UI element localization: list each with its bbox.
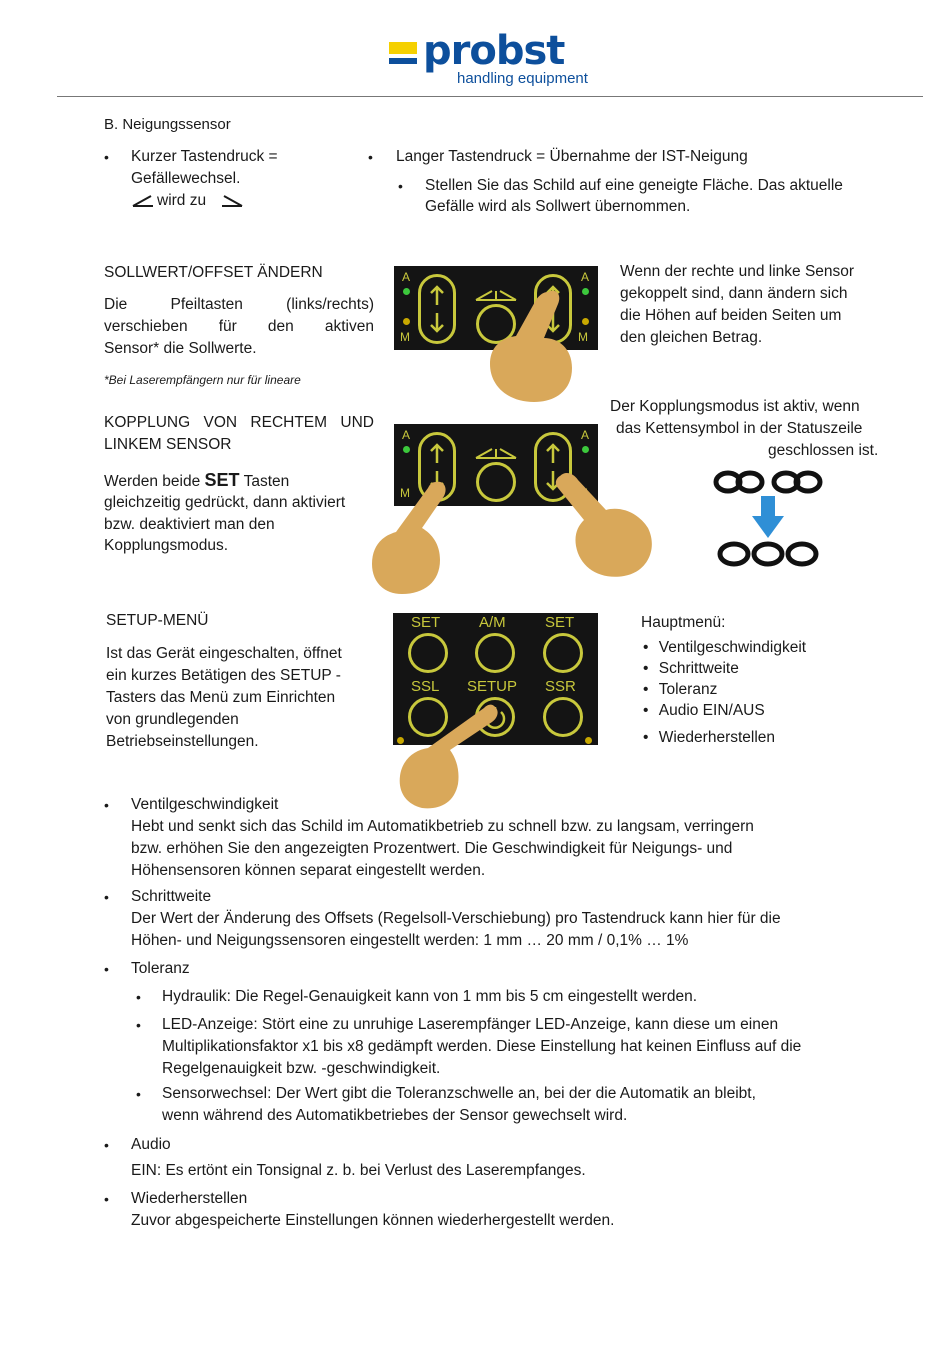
main-menu-list: [643, 637, 806, 748]
bullet-icon: •: [104, 1191, 109, 1207]
slope-right-icon: [220, 193, 244, 209]
manual-label: M: [400, 486, 410, 500]
short-press-title: Kurzer Tastendruck =: [131, 148, 278, 165]
brand-tagline: handling equipment: [457, 70, 588, 87]
bullet-icon: •: [104, 149, 109, 165]
set-left-label: SET: [411, 614, 441, 631]
set-keyword: SET: [204, 470, 240, 490]
setup-text-2: ein kurzes Betätigen des SETUP -: [106, 667, 341, 684]
schritt-title: Schrittweite: [131, 888, 212, 905]
led-icon: [582, 446, 589, 453]
kopplung-text-4: Kopplungsmodus.: [104, 537, 229, 554]
bullet-icon: •: [104, 797, 109, 813]
kopplung-side-text-2: das Kettensymbol in der Statuszeile: [616, 420, 863, 437]
kopplung-heading: KOPPLUNG VON RECHTEM UND: [104, 414, 374, 431]
audio-title: Audio: [131, 1136, 171, 1153]
main-menu-item: • Ventilgeschwindigkeit: [643, 639, 807, 656]
section-title: B. Neigungssensor: [104, 116, 231, 133]
bullet-icon: •: [104, 889, 109, 905]
setup-label: SETUP: [467, 678, 518, 695]
center-button[interactable]: [476, 462, 516, 502]
setup-text-3: Tasters das Menü zum Einrichten: [106, 689, 336, 706]
chain-coupling-icon: [710, 466, 826, 572]
toleranz-hydraulik: Hydraulik: Die Regel-Genauigkeit kann von 1 mm bis 5 cm eingestellt werden.: [162, 988, 697, 1005]
led-icon: [582, 318, 589, 325]
kopplung-text-pre: Werden beide: [104, 473, 201, 490]
toleranz-led-2: Multiplikationsfaktor x1 bis x8 gedämpft werden. Diese Einstellung hat keinen Einfluss auf die: [162, 1038, 802, 1055]
am-button[interactable]: [475, 633, 515, 673]
bullet-icon: •: [136, 989, 141, 1005]
main-menu-item: • Schrittweite: [643, 660, 739, 677]
short-press-text-2: wird zu: [157, 192, 207, 209]
header-divider: [57, 96, 923, 97]
slope-left-icon: [131, 193, 155, 209]
long-press-text: Stellen Sie das Schild auf eine geneigte Fläche. Das aktuelle: [425, 177, 843, 194]
set-right-button[interactable]: [543, 633, 583, 673]
wieder-title: Wiederherstellen: [131, 1190, 248, 1207]
logo-yellow-bar: [389, 42, 417, 54]
bullet-icon: •: [368, 149, 373, 165]
auto-label-right: A: [581, 270, 590, 284]
bullet-icon: •: [136, 1086, 141, 1102]
ventil-text-2: bzw. erhöhen Sie den angezeigten Prozentwert. Die Geschwindigkeit für Neigungs- und: [131, 840, 733, 857]
kopplung-text-3: bzw. deaktiviert man den: [104, 516, 275, 533]
set-right-label: SET: [545, 614, 575, 631]
led-icon: [403, 446, 410, 453]
setup-text-4: von grundlegenden: [106, 711, 239, 728]
sollwert-text-2: verschieben für den aktiven: [104, 318, 374, 335]
ventil-title: Ventilgeschwindigkeit: [131, 796, 279, 813]
toleranz-sensor: Sensorwechsel: Der Wert gibt die Toleranzschwelle an, bei der die Automatik an bleibt,: [162, 1085, 756, 1102]
set-left-button[interactable]: [408, 633, 448, 673]
bullet-icon: •: [104, 961, 109, 977]
led-icon: [403, 288, 410, 295]
kopplung-text: [104, 469, 289, 493]
setup-text: Ist das Gerät eingeschalten, öffnet: [106, 645, 342, 662]
ssr-button[interactable]: [543, 697, 583, 737]
pointing-hand-right-icon: [554, 470, 656, 580]
sollwert-side-text: Wenn der rechte und linke Sensor: [620, 263, 855, 280]
brand-name: probst: [423, 28, 565, 74]
kopplung-side-text: Der Kopplungsmodus ist aktiv, wenn: [610, 398, 860, 415]
setup-text-5: Betriebseinstellungen.: [106, 733, 259, 750]
pointing-hand-setup-icon: [398, 700, 502, 810]
bullet-icon: •: [104, 1137, 109, 1153]
pointing-hand-left-icon: [370, 478, 450, 598]
main-menu-item: • Toleranz: [643, 681, 718, 698]
ssl-label: SSL: [411, 678, 440, 695]
ventil-text: Hebt und senkt sich das Schild im Automatikbetrieb zu schnell bzw. zu langsam, verringern: [131, 818, 754, 835]
manual-label-right: M: [578, 330, 588, 344]
led-icon: [403, 318, 410, 325]
sollwert-text-3: Sensor* die Sollwerte.: [104, 340, 257, 357]
left-arrow-key[interactable]: [418, 274, 456, 344]
sollwert-text: Die Pfeiltasten (links/rechts): [104, 296, 374, 313]
sollwert-footnote: *Bei Laserempfängern nur für lineare: [104, 373, 301, 387]
schritt-text-2: Höhen- und Neigungssensoren eingestellt werden: 1 mm … 20 mm / 0,1% … 1%: [131, 932, 689, 949]
auto-label: A: [402, 428, 411, 442]
main-menu-item: • Audio EIN/AUS: [643, 702, 765, 719]
short-press-text: Gefällewechsel.: [131, 170, 241, 187]
setup-heading: SETUP-MENÜ: [106, 612, 209, 629]
auto-label-right: A: [581, 428, 590, 442]
auto-label: A: [402, 270, 411, 284]
brand-logo: [389, 28, 599, 96]
sollwert-side-text-3: die Höhen auf beiden Seiten um: [620, 307, 842, 324]
main-menu-title: Hauptmenü:: [641, 614, 726, 631]
toleranz-led-3: Regelgenauigkeit bzw. -geschwindigkeit.: [162, 1060, 441, 1077]
toleranz-title: Toleranz: [131, 960, 190, 977]
slope-arrows-icon: [474, 446, 518, 460]
kopplung-text-2: gleichzeitig gedrückt, dann aktiviert: [104, 494, 346, 511]
manual-label: M: [400, 330, 410, 344]
bullet-icon: •: [136, 1017, 141, 1033]
sollwert-heading: SOLLWERT/OFFSET ÄNDERN: [104, 264, 323, 281]
wieder-text: Zuvor abgespeicherte Einstellungen können wiederhergestellt werden.: [131, 1212, 615, 1229]
kopplung-text-post: Tasten: [243, 473, 290, 490]
long-press-title: Langer Tastendruck = Übernahme der IST-Neigung: [396, 148, 748, 165]
schritt-text: Der Wert der Änderung des Offsets (Regelsoll-Verschiebung) pro Tastendruck kann hier für die: [131, 910, 781, 927]
sollwert-side-text-4: den gleichen Betrag.: [620, 329, 763, 346]
toleranz-sensor-2: wenn während des Automatikbetriebes der Sensor gewechselt wird.: [162, 1107, 628, 1124]
bullet-icon: •: [398, 178, 403, 194]
ssr-label: SSR: [545, 678, 576, 695]
logo-blue-bar: [389, 58, 417, 64]
kopplung-side-text-3: geschlossen ist.: [768, 442, 879, 459]
led-icon: [585, 737, 592, 744]
led-icon: [582, 288, 589, 295]
am-label: A/M: [479, 614, 506, 631]
kopplung-heading-2: LINKEM SENSOR: [104, 436, 232, 453]
audio-text: EIN: Es ertönt ein Tonsignal z. b. bei Verlust des Laserempfanges.: [131, 1162, 586, 1179]
sollwert-side-text-2: gekoppelt sind, dann ändern sich: [620, 285, 848, 302]
ventil-text-3: Höhensensoren können separat eingestellt werden.: [131, 862, 486, 879]
main-menu-item: • Wiederherstellen: [643, 729, 776, 746]
long-press-text-2: Gefälle wird als Sollwert übernommen.: [425, 198, 691, 215]
pointing-hand-icon: [486, 286, 576, 406]
toleranz-led: LED-Anzeige: Stört eine zu unruhige Laserempfänger LED-Anzeige, kann diese um einen: [162, 1016, 779, 1033]
